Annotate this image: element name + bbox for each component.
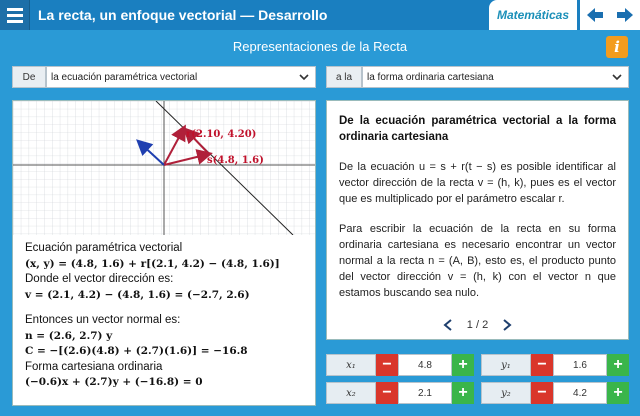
eq-line: Forma cartesiana ordinaria — [25, 360, 163, 373]
eq-line: Donde el vector dirección es: — [25, 273, 174, 285]
stepper-x2 — [326, 382, 474, 404]
arrow-left-icon[interactable] — [585, 7, 605, 23]
to-select[interactable] — [362, 66, 629, 88]
vector-graph[interactable] — [13, 101, 315, 235]
menu-button[interactable] — [0, 0, 30, 30]
info-button[interactable]: i — [606, 36, 628, 58]
subject-tab[interactable]: Matemáticas — [489, 0, 577, 30]
chevron-left-icon[interactable] — [443, 319, 453, 331]
increment-button[interactable]: + — [607, 354, 629, 376]
from-select-value: la ecuación paramétrica vectorial — [51, 71, 198, 83]
decrement-button[interactable]: − — [531, 382, 553, 404]
eq-line: n = (2.6, 2.7) y — [25, 329, 113, 342]
explanation-paragraph: Para escribir la ecuación de la recta en su forma ordinaria cartesiana es necesario encontrar un vector normal a la recta n = (A, B), esto es, el producto punto del vector dirección v = (h, k) con el vector n que estamos buscando sea nulo. — [339, 223, 616, 299]
equation-text — [25, 241, 310, 391]
eq-line: v = (2.1, 4.2) − (4.8, 1.6) = (−2.7, 2.6) — [25, 288, 250, 301]
from-select[interactable] — [46, 66, 316, 88]
stepper-value[interactable]: 4.8 — [398, 354, 452, 376]
increment-button[interactable]: + — [452, 382, 474, 404]
eq-line: (−0.6)x + (2.7)y + (−16.8) = 0 — [25, 376, 203, 388]
hamburger-icon — [7, 14, 23, 17]
increment-button[interactable]: + — [452, 354, 474, 376]
page-indicator: 1 / 2 — [466, 319, 489, 331]
decrement-button[interactable]: − — [531, 354, 553, 376]
label-s: s(4.8, 1.6) — [207, 155, 264, 166]
chevron-down-icon — [612, 72, 622, 82]
eq-line: (x, y) = (4.8, 1.6) + r[(2.1, 4.2) − (4.8, 1.6)] — [25, 257, 280, 270]
decrement-button[interactable]: − — [376, 354, 398, 376]
eq-line: Entonces un vector normal es: — [25, 314, 181, 326]
eq-line: C = −[(2.6)(4.8) + (2.7)(1.6)] = −16.8 — [25, 345, 248, 357]
explanation-panel — [326, 100, 629, 340]
eq-line: Ecuación paramétrica vectorial — [25, 242, 183, 254]
pager — [327, 319, 628, 331]
chevron-down-icon — [299, 72, 309, 82]
stepper-x1 — [326, 354, 474, 376]
stepper-label: y₁ — [481, 354, 531, 376]
explanation-title: De la ecuación paramétrica vectorial a la forma ordinaria cartesiana — [339, 115, 616, 143]
stepper-value[interactable]: 2.1 — [398, 382, 452, 404]
stepper-label: y₂ — [481, 382, 531, 404]
explanation-paragraph: De la ecuación u = s + r(t − s) es posible identificar al vector dirección de la recta v = (h, k), pues es el vector que es multiplicado por el parámetro escalar r. — [339, 161, 616, 205]
increment-button[interactable]: + — [607, 382, 629, 404]
decrement-button[interactable]: − — [376, 382, 398, 404]
to-select-value: la forma ordinaria cartesiana — [367, 71, 494, 83]
stepper-value[interactable]: 4.2 — [553, 382, 607, 404]
from-label: De — [12, 66, 46, 88]
arrow-right-icon[interactable] — [615, 7, 635, 23]
hamburger-icon — [7, 8, 23, 11]
graph-panel — [12, 100, 316, 406]
stepper-y1 — [481, 354, 629, 376]
stepper-label: x₂ — [326, 382, 376, 404]
app-title: La recta, un enfoque vectorial — Desarrollo — [38, 7, 328, 23]
to-label: a la — [326, 66, 362, 88]
label-r: r(2.10, 4.20) — [186, 129, 257, 140]
stepper-value[interactable]: 1.6 — [553, 354, 607, 376]
chevron-right-icon[interactable] — [502, 319, 512, 331]
nav-arrows — [580, 0, 640, 30]
hamburger-icon — [7, 20, 23, 23]
stepper-label: x₁ — [326, 354, 376, 376]
section-title: Representaciones de la Recta — [0, 30, 640, 62]
stepper-y2 — [481, 382, 629, 404]
